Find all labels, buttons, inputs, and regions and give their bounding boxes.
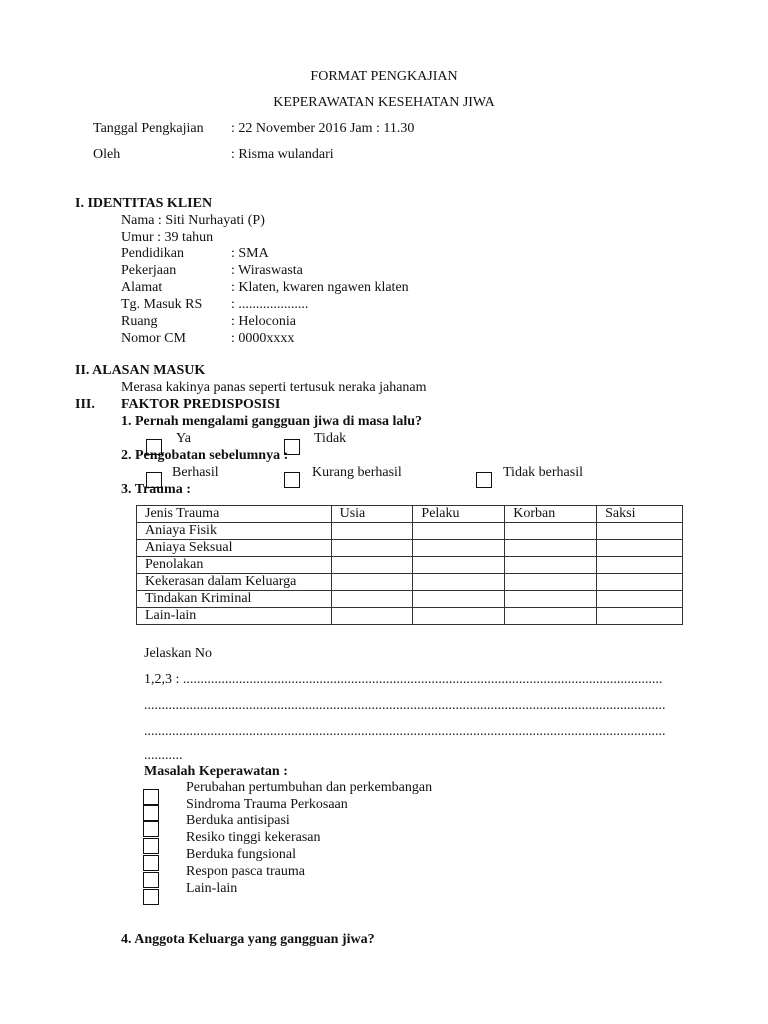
checkbox-tidak-berhasil[interactable]: [476, 472, 492, 488]
table-cell[interactable]: [413, 557, 505, 574]
masalah-item: Resiko tinggi kekerasan: [186, 830, 321, 845]
row-label: Lain-lain: [137, 608, 332, 625]
table-row: [137, 574, 683, 591]
table-cell[interactable]: [413, 574, 505, 591]
checkbox-masalah-1[interactable]: [143, 789, 159, 805]
table-header-row: [137, 506, 683, 523]
masalah-item: Berduka antisipasi: [186, 813, 290, 828]
table-row: [137, 523, 683, 540]
field-label-pendidikan: Pendidikan: [121, 246, 184, 261]
question-2: 2. Pengobatan sebelumnya :: [121, 448, 289, 463]
option-tidak-berhasil-label: Tidak berhasil: [503, 465, 583, 480]
checkbox-masalah-4[interactable]: [143, 838, 159, 854]
field-label-ruang: Ruang: [121, 314, 158, 329]
nama-field: Nama : Siti Nurhayati (P): [121, 213, 265, 228]
header-pelaku: Pelaku: [413, 506, 505, 523]
table-cell[interactable]: [505, 540, 597, 557]
table-cell[interactable]: [505, 523, 597, 540]
masalah-item: Respon pasca trauma: [186, 864, 305, 879]
field-value-pendidikan: : SMA: [231, 246, 269, 261]
row-label: Aniaya Seksual: [137, 540, 332, 557]
table-cell[interactable]: [331, 523, 413, 540]
field-value-alamat: : Klaten, kwaren ngawen klaten: [231, 280, 409, 295]
checkbox-masalah-2[interactable]: [143, 805, 159, 821]
table-row: [137, 540, 683, 557]
table-cell[interactable]: [505, 574, 597, 591]
table-cell[interactable]: [505, 557, 597, 574]
tanggal-value: : 22 November 2016 Jam : 11.30: [231, 121, 415, 136]
alasan-text: Merasa kakinya panas seperti tertusuk neraka jahanam: [121, 380, 427, 395]
row-label: Penolakan: [137, 557, 332, 574]
question-4: 4. Anggota Keluarga yang gangguan jiwa?: [121, 932, 375, 947]
table-cell[interactable]: [413, 608, 505, 625]
header-jenis-trauma: Jenis Trauma: [137, 506, 332, 523]
table-cell[interactable]: [331, 540, 413, 557]
masalah-item: Berduka fungsional: [186, 847, 297, 862]
table-row: [137, 557, 683, 574]
section-faktor-number: III.: [75, 397, 95, 412]
table-row: [137, 591, 683, 608]
checkbox-kurang-berhasil[interactable]: [284, 472, 300, 488]
option-ya-label: Ya: [176, 431, 191, 446]
table-cell[interactable]: [597, 540, 683, 557]
field-value-ruang: : Heloconia: [231, 314, 296, 329]
field-value-tgl-masuk: : ....................: [231, 297, 309, 312]
header-korban: Korban: [505, 506, 597, 523]
masalah-item: Lain-lain: [186, 881, 238, 896]
field-value-nomor-cm: : 0000xxxx: [231, 331, 295, 346]
row-label: Tindakan Kriminal: [137, 591, 332, 608]
jelaskan-line-2[interactable]: .....................................................................................................................................................: [144, 698, 666, 713]
section-alasan-heading: II. ALASAN MASUK: [75, 363, 206, 378]
table-cell[interactable]: [413, 540, 505, 557]
table-cell[interactable]: [597, 608, 683, 625]
row-label: Aniaya Fisik: [137, 523, 332, 540]
page-title: FORMAT PENGKAJIAN: [310, 69, 458, 84]
field-value-pekerjaan: : Wiraswasta: [231, 263, 303, 278]
table-cell[interactable]: [413, 523, 505, 540]
table-cell[interactable]: [331, 557, 413, 574]
table-row: [137, 608, 683, 625]
table-cell[interactable]: [597, 574, 683, 591]
field-label-nomor-cm: Nomor CM: [121, 331, 186, 346]
question-1: 1. Pernah mengalami gangguan jiwa di masa lalu?: [121, 414, 423, 429]
masalah-item: Perubahan pertumbuhan dan perkembangan: [186, 780, 433, 795]
jelaskan-label: Jelaskan No: [144, 646, 213, 661]
oleh-label: Oleh: [93, 147, 121, 162]
jelaskan-line-4[interactable]: ...........: [144, 748, 183, 763]
header-usia: Usia: [331, 506, 413, 523]
umur-field: Umur : 39 tahun: [121, 230, 214, 245]
checkbox-masalah-5[interactable]: [143, 855, 159, 871]
trauma-table: [136, 505, 683, 625]
page-subtitle: KEPERAWATAN KESEHATAN JIWA: [273, 95, 495, 110]
row-label: Kekerasan dalam Keluarga: [137, 574, 332, 591]
option-berhasil-label: Berhasil: [172, 465, 219, 480]
section-faktor-heading: FAKTOR PREDISPOSISI: [121, 397, 281, 412]
checkbox-masalah-7[interactable]: [143, 889, 159, 905]
oleh-value: : Risma wulandari: [231, 147, 334, 162]
tanggal-label: Tanggal Pengkajian: [93, 121, 204, 136]
masalah-heading: Masalah Keperawatan :: [144, 764, 288, 779]
question-3: 3. Trauma :: [121, 482, 191, 497]
jelaskan-line-3[interactable]: .....................................................................................................................................................: [144, 724, 666, 739]
table-cell[interactable]: [597, 523, 683, 540]
table-cell[interactable]: [597, 557, 683, 574]
option-kurang-berhasil-label: Kurang berhasil: [312, 465, 402, 480]
field-label-tgl-masuk: Tg. Masuk RS: [121, 297, 203, 312]
table-cell[interactable]: [597, 591, 683, 608]
masalah-item: Sindroma Trauma Perkosaan: [186, 797, 348, 812]
checkbox-masalah-3[interactable]: [143, 821, 159, 837]
header-saksi: Saksi: [597, 506, 683, 523]
section-identitas-heading: I. IDENTITAS KLIEN: [75, 196, 213, 211]
table-cell[interactable]: [413, 591, 505, 608]
table-cell[interactable]: [331, 591, 413, 608]
table-cell[interactable]: [331, 608, 413, 625]
checkbox-masalah-6[interactable]: [143, 872, 159, 888]
table-cell[interactable]: [505, 608, 597, 625]
table-cell[interactable]: [331, 574, 413, 591]
field-label-alamat: Alamat: [121, 280, 163, 295]
jelaskan-line-1[interactable]: 1,2,3 : .........................................................................................................................................: [144, 672, 663, 687]
option-tidak-label: Tidak: [314, 431, 347, 446]
table-cell[interactable]: [505, 591, 597, 608]
field-label-pekerjaan: Pekerjaan: [121, 263, 177, 278]
